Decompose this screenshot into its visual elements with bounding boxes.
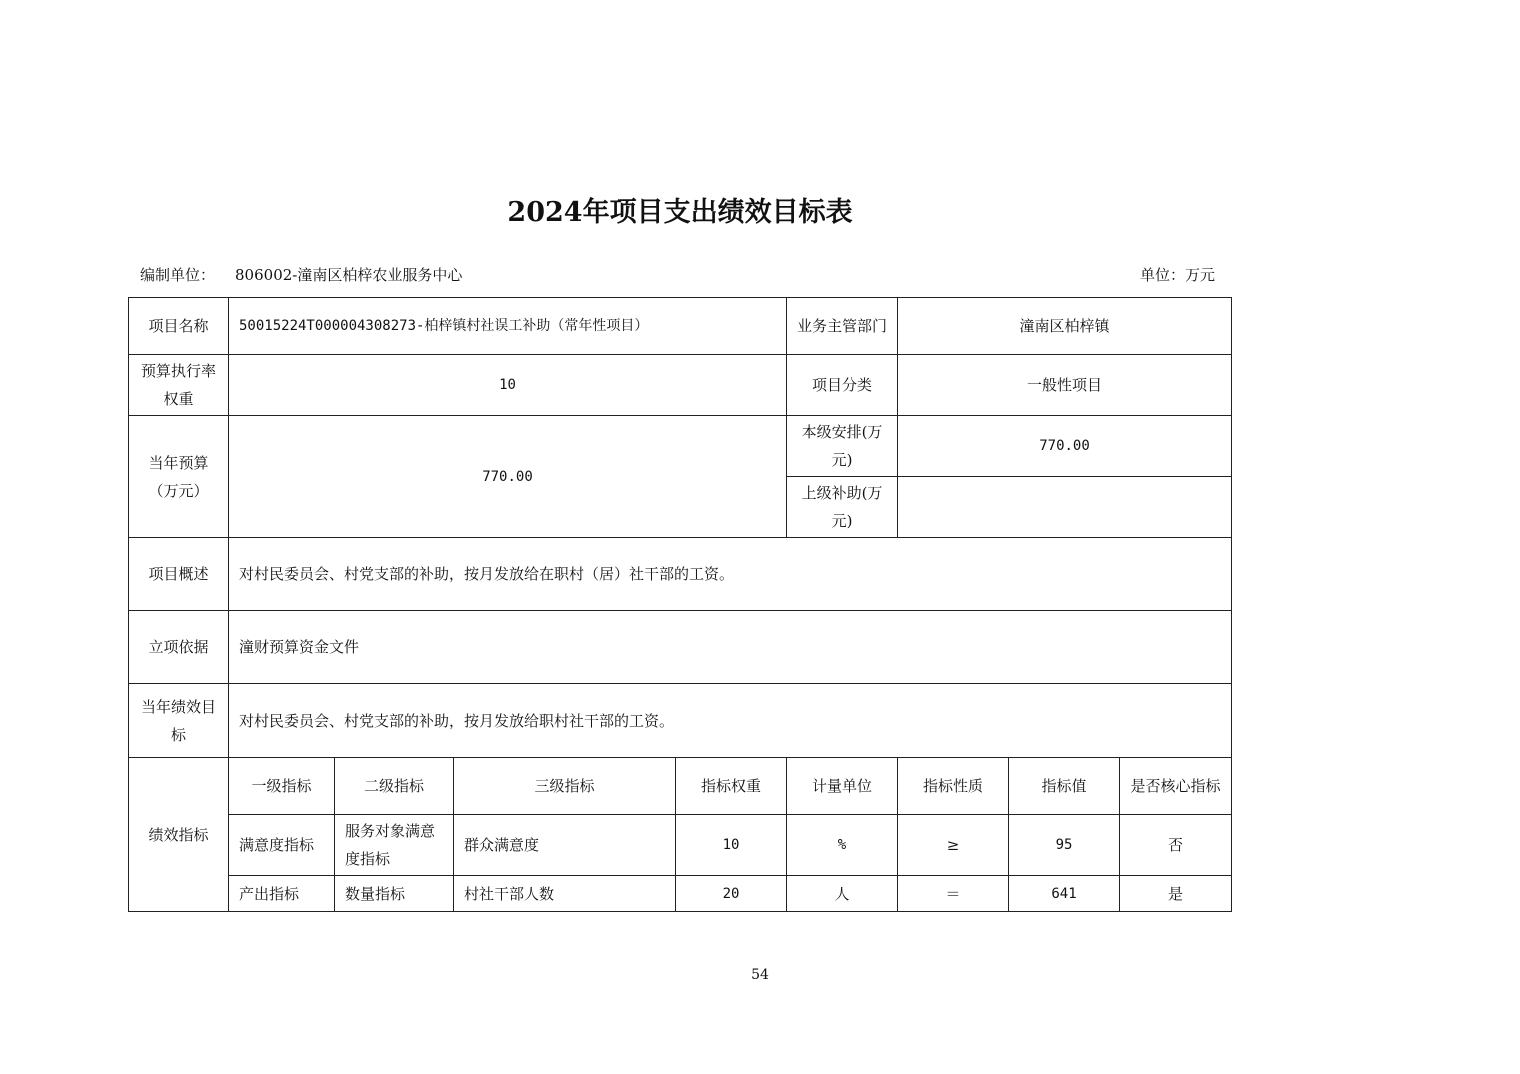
page-number: 54 bbox=[751, 967, 769, 983]
overview-value: 对村民委员会、村党支部的补助，按月发放给在职村（居）社干部的工资。 bbox=[229, 538, 1232, 611]
page-title: 2024年项目支出绩效目标表 bbox=[507, 197, 853, 228]
table-cell: 产出指标 bbox=[229, 876, 335, 912]
indicator-header-row bbox=[129, 758, 1232, 815]
row-project-name bbox=[129, 298, 1232, 355]
table-cell: % bbox=[787, 815, 898, 876]
row-budget-local bbox=[129, 416, 1232, 477]
row-weight bbox=[129, 355, 1232, 416]
column-header: 二级指标 bbox=[335, 758, 454, 815]
dept-value: 潼南区柏梓镇 bbox=[898, 298, 1232, 355]
row-goal bbox=[129, 684, 1232, 758]
table-cell: 95 bbox=[1009, 815, 1120, 876]
category-value: 一般性项目 bbox=[898, 355, 1232, 416]
table-cell: 10 bbox=[676, 815, 787, 876]
budget-value: 770.00 bbox=[229, 416, 787, 538]
weight-value: 10 bbox=[229, 355, 787, 416]
table-cell: ≥ bbox=[898, 815, 1009, 876]
performance-target-table bbox=[128, 297, 1232, 912]
weight-label: 预算执行率权重 bbox=[129, 355, 229, 416]
category-label: 项目分类 bbox=[787, 355, 898, 416]
currency-unit: 单位：万元 bbox=[1140, 266, 1216, 284]
table-cell: 满意度指标 bbox=[229, 815, 335, 876]
dept-label: 业务主管部门 bbox=[787, 298, 898, 355]
column-header: 指标性质 bbox=[898, 758, 1009, 815]
local-label: 本级安排(万元) bbox=[787, 416, 898, 477]
table-cell: 20 bbox=[676, 876, 787, 912]
table-cell: 641 bbox=[1009, 876, 1120, 912]
column-header: 是否核心指标 bbox=[1120, 758, 1232, 815]
table-cell: ＝ bbox=[898, 876, 1009, 912]
overview-label: 项目概述 bbox=[129, 538, 229, 611]
table-cell: 是 bbox=[1120, 876, 1232, 912]
upper-value bbox=[898, 477, 1232, 538]
upper-label: 上级补助(万元) bbox=[787, 477, 898, 538]
column-header: 计量单位 bbox=[787, 758, 898, 815]
compiling-unit-label: 编制单位： bbox=[140, 266, 216, 284]
table-cell: 人 bbox=[787, 876, 898, 912]
column-header: 指标权重 bbox=[676, 758, 787, 815]
local-value: 770.00 bbox=[898, 416, 1232, 477]
basis-label: 立项依据 bbox=[129, 611, 229, 684]
compiling-unit bbox=[140, 264, 462, 285]
column-header: 一级指标 bbox=[229, 758, 335, 815]
table-cell: 群众满意度 bbox=[454, 815, 676, 876]
row-basis bbox=[129, 611, 1232, 684]
table-cell: 否 bbox=[1120, 815, 1232, 876]
budget-label: 当年预算（万元） bbox=[129, 416, 229, 538]
column-header: 三级指标 bbox=[454, 758, 676, 815]
basis-value: 潼财预算资金文件 bbox=[229, 611, 1232, 684]
compiling-unit-value: 806002-潼南区柏梓农业服务中心 bbox=[235, 266, 463, 284]
table-cell: 服务对象满意度指标 bbox=[335, 815, 454, 876]
project-name-label: 项目名称 bbox=[129, 298, 229, 355]
goal-label: 当年绩效目标 bbox=[129, 684, 229, 758]
row-overview bbox=[129, 538, 1232, 611]
table-row bbox=[129, 876, 1232, 912]
column-header: 指标值 bbox=[1009, 758, 1120, 815]
table-row bbox=[129, 815, 1232, 876]
goal-value: 对村民委员会、村党支部的补助，按月发放给职村社干部的工资。 bbox=[229, 684, 1232, 758]
indicators-section-label: 绩效指标 bbox=[129, 758, 229, 912]
project-name-value: 50015224T000004308273-柏梓镇村社误工补助（常年性项目） bbox=[229, 298, 787, 355]
table-cell: 村社干部人数 bbox=[454, 876, 676, 912]
table-cell: 数量指标 bbox=[335, 876, 454, 912]
